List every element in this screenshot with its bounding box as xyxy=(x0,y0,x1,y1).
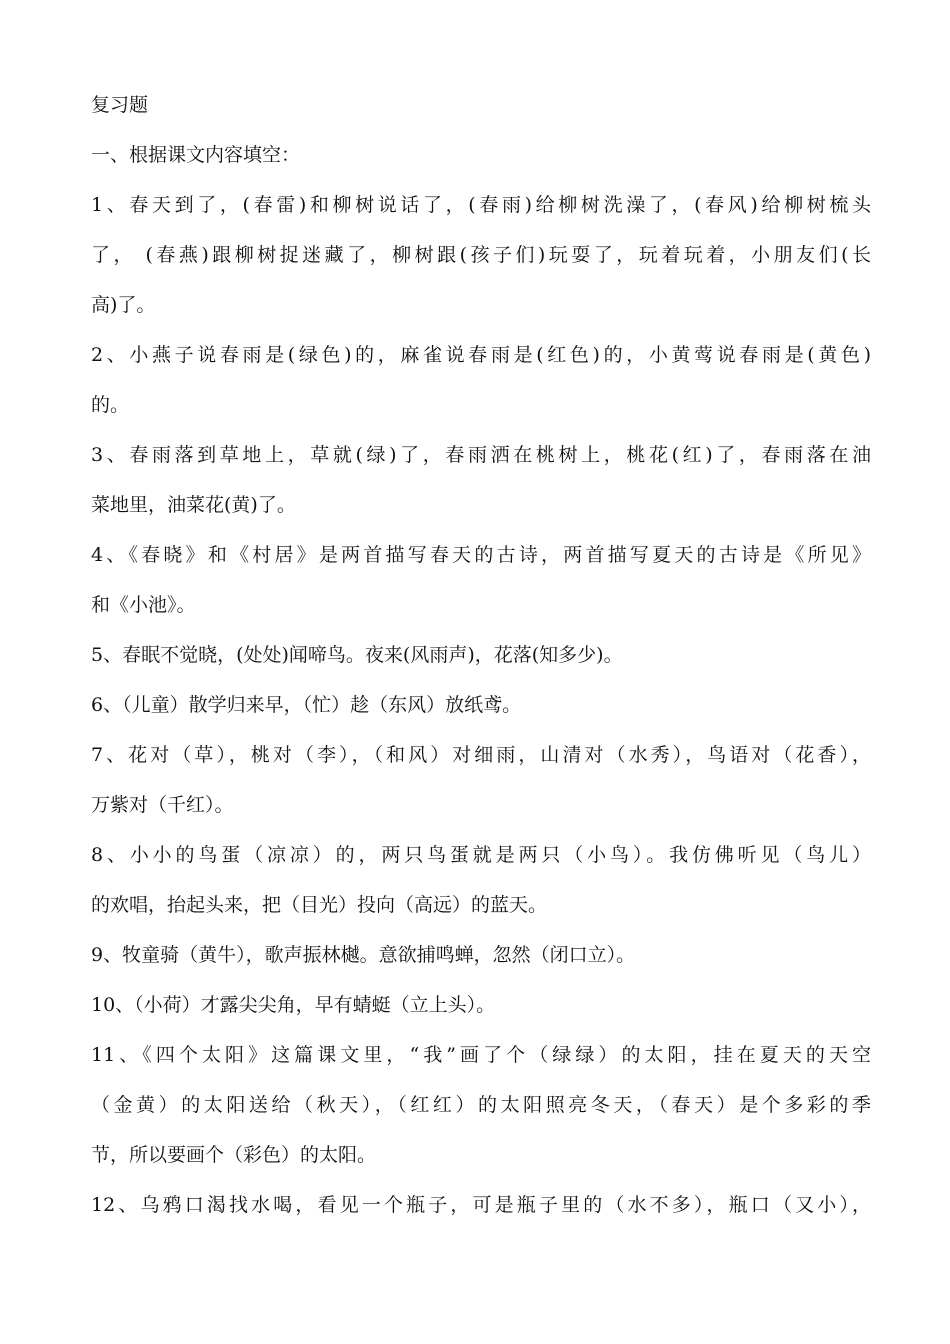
text-line: 和《小池》。 xyxy=(91,594,196,616)
document-title: 复习题 xyxy=(91,94,149,116)
text-line: 8、小小的鸟蛋（凉凉）的，两只鸟蛋就是两只（小鸟）。我仿佛听见（鸟儿） xyxy=(91,844,871,866)
text-line: 2、小燕子说春雨是(绿色)的，麻雀说春雨是(红色)的，小黄莺说春雨是(黄色) xyxy=(91,344,871,366)
text-line: 3、春雨落到草地上，草就(绿)了，春雨洒在桃树上，桃花(红)了，春雨落在油 xyxy=(91,444,871,466)
text-line: 1、春天到了，(春雷)和柳树说话了，(春雨)给柳树洗澡了，(春风)给柳树梳头 xyxy=(91,194,871,216)
text-line: 的。 xyxy=(91,394,130,416)
text-line: 11、《四个太阳》这篇课文里，“我”画了个（绿绿）的太阳，挂在夏天的天空 xyxy=(91,1044,871,1066)
text-line: 7、花对（草），桃对（李），（和风）对细雨，山清对（水秀），鸟语对（花香）， xyxy=(91,744,871,766)
text-line: 12、乌鸦口渴找水喝，看见一个瓶子，可是瓶子里的（水不多），瓶口（又小）， xyxy=(91,1194,871,1216)
text-line: 万紫对（千红）。 xyxy=(91,794,234,816)
text-line: 的欢唱，抬起头来，把（目光）投向（高远）的蓝天。 xyxy=(91,894,548,916)
document-body xyxy=(91,180,871,1230)
text-line: （金黄）的太阳送给（秋天），（红红）的太阳照亮冬天，（春天）是个多彩的季 xyxy=(91,1094,871,1116)
text-line: 9、牧童骑（黄牛），歌声振林樾。意欲捕鸣蝉，忽然（闭口立）。 xyxy=(91,944,636,966)
text-line: 6、（儿童）散学归来早，（忙）趁（东风）放纸鸢。 xyxy=(91,694,522,716)
text-line: 10、（小荷）才露尖尖角，早有蜻蜓（立上头）。 xyxy=(91,994,496,1016)
text-line: 高)了。 xyxy=(91,294,156,316)
document-page xyxy=(91,80,871,1230)
text-line: 节，所以要画个（彩色）的太阳。 xyxy=(91,1144,377,1166)
text-line: 5、春眠不觉晓，(处处)闻啼鸟。夜来(风雨声)，花落(知多少)。 xyxy=(91,644,623,666)
text-line: 了， (春燕)跟柳树捉迷藏了，柳树跟(孩子们)玩耍了，玩着玩着，小朋友们(长 xyxy=(91,244,871,266)
text-line: 4、《春晓》和《村居》是两首描写春天的古诗，两首描写夏天的古诗是《所见》 xyxy=(91,544,871,566)
text-line: 菜地里，油菜花(黄)了。 xyxy=(91,494,296,516)
section-heading: 一、根据课文内容填空： xyxy=(91,144,301,166)
